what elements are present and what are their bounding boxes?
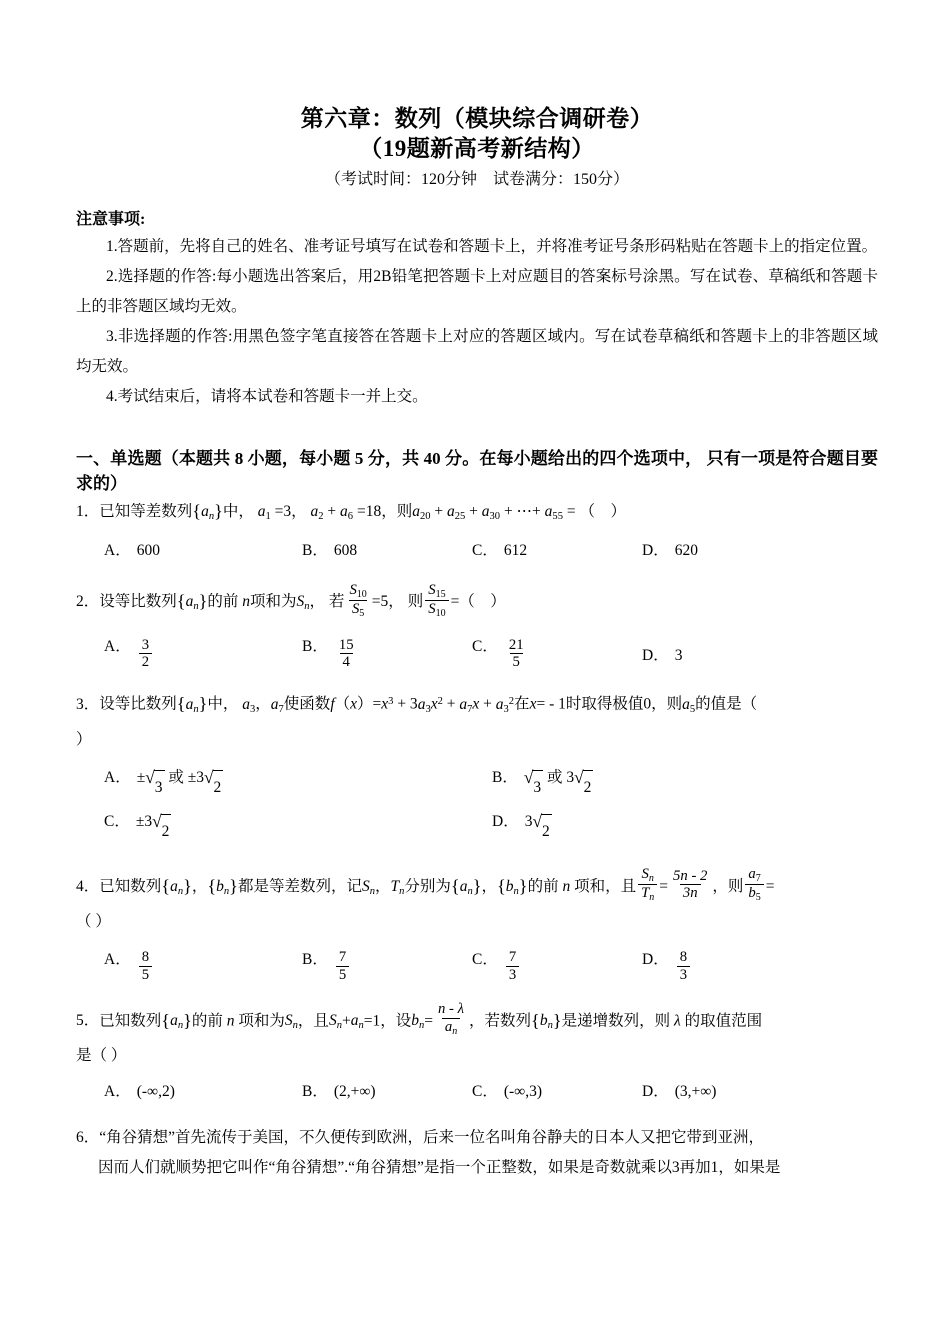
stem-at: 在 — [514, 695, 530, 713]
question-5-close: 是（ ） — [76, 1046, 127, 1064]
term-a30: $a_{30}$ — [481, 503, 501, 522]
page-subtitle: （19题新高考新结构） — [359, 136, 595, 161]
stem-use: 使函数 — [283, 695, 331, 713]
question-number: 2． — [76, 593, 100, 610]
stem-lead: 设等比数列 — [99, 593, 177, 610]
question-2-stem: 2．设等比数列$\{a_n\}$的前 n项和为$S_n$， 若 $\frac{S_{10}}{S_5}$ =5， 则 $\frac{S_{15}}{S_{10}}$ =（ ） — [76, 581, 506, 619]
sequence-a-n: $a_n$ — [201, 503, 215, 522]
question-6-stem-line1 — [76, 1123, 878, 1153]
option-d-value: (3,+∞) — [674, 1082, 717, 1100]
term-a20: $a_{20}$ — [412, 503, 431, 522]
fraction-bn: $\frac{n - \lambda}{a_n}$ — [438, 1001, 465, 1037]
question-3-close: ） — [76, 730, 92, 748]
option-a[interactable]: A． ± √ 3 或 ±3 √ 2 — [76, 761, 492, 805]
term-a25: $a_{25}$ — [447, 503, 466, 522]
question-3-options — [76, 761, 878, 849]
value-ratio: 5 — [380, 593, 389, 610]
option-d[interactable]: D． 3 √ 2 — [492, 805, 852, 849]
option-b[interactable]: B． 608 — [302, 534, 472, 568]
notice-item: 4.考试结束后，请将本试卷和答题卡一并上交。 — [106, 388, 428, 405]
sequence-b-n: $b_n$ — [216, 877, 230, 897]
fraction-s15-s10: $\frac{S_{15}}{S_{10}}$ — [425, 582, 448, 619]
option-b[interactable]: B． $\frac{7}{5}$ — [302, 943, 472, 986]
question-2-options — [76, 630, 878, 673]
question-5-stem: 5．已知数列$\{a_n\}$的前 n 项和为$S_n$，且$S_n+a_n=1$，设$b_n=$ $\frac{n - \lambda}{a_n}$ ，若数列$\{b_n\}$是递增数列，则 λ 的取值范围 — [76, 1001, 763, 1037]
option-d-value: 3 — [674, 646, 683, 664]
sequence-a-n: $a_n$ — [170, 877, 184, 897]
question-4-stem: 4．已知数列$\{a_n\}$，$\{b_n\}$都是等差数列，记$S_n$，$T_n$分别为$\{a_n\}$，$\{b_n\}$的前 n 项和，且 $\frac{S_n}{T_n}$ = $\frac{5n - 2}{3n}$ ，则 $\frac{a_7}{b_5}$ = — [76, 866, 775, 904]
question-1-stem: 1．已知等差数列$\{a_n\}$中， $a_1 =3$， $a_2 + a_6 =18$，则$a_{20} + a_{25} + a_{30}$ + ⋯+ $a_{55}$ = （ ） — [76, 496, 878, 532]
sum-sn: $S_n$ — [296, 593, 310, 612]
question-2 — [76, 581, 878, 673]
term-a5: $a_5$ — [682, 695, 696, 715]
sum-tn: $T_n$ — [390, 877, 405, 897]
stem-cond: 且 — [313, 1011, 329, 1029]
stem-ask3: 的取值范围 — [684, 1011, 763, 1029]
notice-item: 1.答题前，先将自己的姓名、准考证号填写在试卷和答题卡上，并将准考证号条形码粘贴在答题卡上的指定位置。 — [106, 238, 878, 255]
question-5 — [76, 1001, 878, 1109]
question-number: 6． — [76, 1128, 100, 1146]
option-b[interactable]: B． $\frac{15}{4}$ — [302, 630, 472, 673]
variable-n: n — [242, 593, 250, 610]
notices-heading: 注意事项: — [76, 211, 146, 228]
question-1 — [76, 496, 878, 568]
option-a-value: $\frac{8}{5}$ — [139, 949, 152, 983]
question-6 — [76, 1123, 878, 1183]
fraction-sn-tn: $\frac{S_n}{T_n}$ — [638, 866, 657, 903]
question-4-options — [76, 943, 878, 986]
brace-close: } — [214, 501, 223, 521]
sequence-a-n: $a_n$ — [170, 1011, 184, 1031]
option-c-value: 612 — [503, 541, 528, 559]
fraction-a7-b5: $\frac{a_7}{b_5}$ — [745, 866, 763, 903]
stem-lead: 设等比数列 — [99, 695, 177, 713]
brace-close: } — [198, 693, 208, 714]
question-3-stem: 3．设等比数列$\{a_n\}$中， $a_3$，$a_7$使函数$f(x)=x^3 + 3a_3x^2 + a_7x + a_3^2$在x= - 1时取得极值0，则$a_5$的值是（ — [76, 687, 878, 725]
term-a7: $a_7$ — [270, 695, 284, 715]
stem-mid3: 的前 — [527, 877, 559, 895]
stem-mid2: 项和为 — [238, 1011, 285, 1029]
option-d-value: 3 √ 2 — [525, 805, 552, 849]
fraction-s10-s5: $\frac{S_{10}}{S_5}$ — [349, 581, 367, 619]
stem-ask: ，则 — [651, 695, 683, 713]
stem-mid2: 项和为 — [250, 593, 297, 610]
stem-ask: 则 — [407, 593, 424, 610]
brace-open: { — [192, 501, 202, 521]
stem-eq: = - 1 — [536, 695, 566, 713]
sum-sn: $S_n$ — [361, 877, 375, 897]
term-a3: $a_3$ — [242, 695, 256, 715]
stem-mid: 的前 — [191, 1011, 223, 1029]
option-d[interactable]: D． 3 — [642, 639, 812, 673]
stem-mid: 中， — [207, 695, 239, 713]
question-4-close: （ ） — [76, 912, 111, 930]
option-d-value: $\frac{8}{3}$ — [677, 949, 690, 983]
option-c-value: $\frac{21}{5}$ — [508, 636, 524, 671]
option-c-value: (-∞,3) — [503, 1082, 543, 1100]
option-d[interactable]: D． (3,+∞) — [642, 1075, 812, 1109]
stem-mid4: 项和，且 — [574, 877, 637, 895]
stem-ask: 若数列 — [484, 1011, 532, 1029]
term-a2: $a_2$ — [310, 503, 324, 522]
question-number: 5． — [76, 1011, 100, 1029]
stem-set: 设 — [395, 1011, 412, 1029]
question-1-options — [76, 534, 878, 568]
value-eq: =1 — [363, 1011, 381, 1029]
brace-open: { — [176, 591, 186, 611]
option-d[interactable]: D． 620 — [642, 534, 812, 568]
stem-lead: 已知数列 — [99, 1011, 162, 1029]
option-b-value: $\frac{7}{5}$ — [336, 949, 349, 983]
option-a-value: ± √ 3 或 ±3 √ 2 — [137, 761, 224, 805]
option-a[interactable]: A． $\frac{3}{2}$ — [76, 630, 302, 673]
term-a6: $a_6$ — [340, 503, 354, 522]
term-bn: $b_n$ — [411, 1011, 425, 1031]
brace-close: } — [198, 591, 208, 611]
notice-item: 3.非选择题的作答:用黑色签字笔直接答在答题卡上对应的答题区域内。写在试卷草稿纸和答题卡上的非答题区域均无效。 — [76, 328, 878, 375]
stem-mid2: 分别为 — [404, 877, 451, 895]
option-b[interactable]: B． (2,+∞) — [302, 1075, 472, 1109]
stem-ask2: 的值是（ — [695, 695, 758, 713]
sum-sn: $S_n$ — [284, 1011, 298, 1031]
question-number: 4． — [76, 877, 100, 895]
option-b-value: 608 — [333, 541, 358, 559]
value-a1: 3 — [283, 503, 292, 520]
option-a[interactable]: A． $\frac{8}{5}$ — [76, 943, 302, 986]
stem-mid: 都是等差数列，记 — [237, 877, 362, 895]
value-zero: 0 — [643, 695, 652, 713]
option-c[interactable]: C． 612 — [472, 534, 642, 568]
stem-cond: 若 — [328, 593, 345, 610]
option-b[interactable]: B． √ 3 或 3 √ 2 — [492, 761, 852, 805]
option-c[interactable]: C． ±3 √ 2 — [76, 805, 492, 849]
option-c-value: ±3 √ 2 — [136, 805, 172, 849]
option-d-value: 620 — [674, 541, 698, 559]
option-c[interactable]: C． (-∞,3) — [472, 1075, 642, 1109]
section-heading: 一、单选题（本题共 8 小题，每小题 5 分，共 40 分。在每小题给出的四个选项中， 只有一项是符合题目要求的） — [76, 449, 878, 493]
sequence-b-n: $b_n$ — [539, 1011, 553, 1031]
stem-tail: 则 — [396, 503, 413, 520]
option-b-value: (2,+∞) — [333, 1082, 376, 1100]
stem-tail: 时取得极值 — [565, 695, 644, 713]
sequence-a-n: $a_n$ — [185, 695, 199, 715]
option-b-value: √ 3 或 3 √ 2 — [524, 761, 594, 805]
stem-lead: 已知等差数列 — [99, 503, 193, 520]
fraction-ratio: $\frac{5n - 2}{3n}$ — [673, 867, 708, 902]
question-4 — [76, 866, 878, 986]
option-b-value: $\frac{15}{4}$ — [338, 636, 354, 671]
stem-ask2: 是递增数列，则 — [561, 1011, 671, 1029]
page-title: 第六章：数列（模块综合调研卷） — [300, 106, 654, 131]
question-number: 1． — [76, 503, 100, 520]
option-c-value: $\frac{7}{3}$ — [506, 949, 519, 983]
stem-ask: ，则 — [712, 877, 744, 895]
option-c[interactable]: C． $\frac{21}{5}$ — [472, 630, 642, 673]
stem-mid: 中， — [222, 503, 254, 520]
brace-open: { — [176, 693, 186, 714]
option-a-value: (-∞,2) — [136, 1082, 175, 1100]
option-d[interactable]: D． $\frac{8}{3}$ — [642, 943, 812, 986]
term-a55: $a_{55}$ — [544, 503, 563, 522]
stem-mid: 的前 — [207, 593, 239, 610]
option-a[interactable]: A． 600 — [76, 534, 302, 568]
stem-lead: 已知数列 — [99, 877, 162, 895]
question-number: 3． — [76, 695, 100, 713]
question-3 — [76, 687, 878, 849]
exam-info: （考试时间：120分钟 试卷满分：150分） — [324, 171, 629, 188]
variable-lambda: λ — [674, 1011, 681, 1029]
option-a[interactable]: A． (-∞,2) — [76, 1075, 302, 1109]
value-sum: 18 — [365, 503, 382, 520]
question-5-options — [76, 1075, 878, 1109]
option-a-value: 600 — [136, 541, 160, 559]
notice-item: 2.选择题的作答:每小题选出答案后，用2B铅笔把答题卡上对应题目的答案标号涂黑。写在试卷、草稿纸和答题卡上的非答题区域均无效。 — [76, 268, 878, 315]
sequence-a-n: $a_n$ — [185, 593, 199, 612]
stem-line1: “角谷猜想”首先流传于美国，不久便传到欧洲，后来一位名叫角谷静夫的日本人又把它带到亚洲， — [99, 1128, 765, 1146]
option-a-value: $\frac{3}{2}$ — [139, 637, 152, 671]
term-a1: $a_1$ — [257, 503, 271, 522]
option-c[interactable]: C． $\frac{7}{3}$ — [472, 943, 642, 986]
function-f: f — [330, 695, 335, 713]
question-6-stem-line2: 因而人们就顺势把它叫作“角谷猜想”.“角谷猜想”是指一个正整数，如果是奇数就乘以3再加1，如果是 — [98, 1158, 781, 1176]
